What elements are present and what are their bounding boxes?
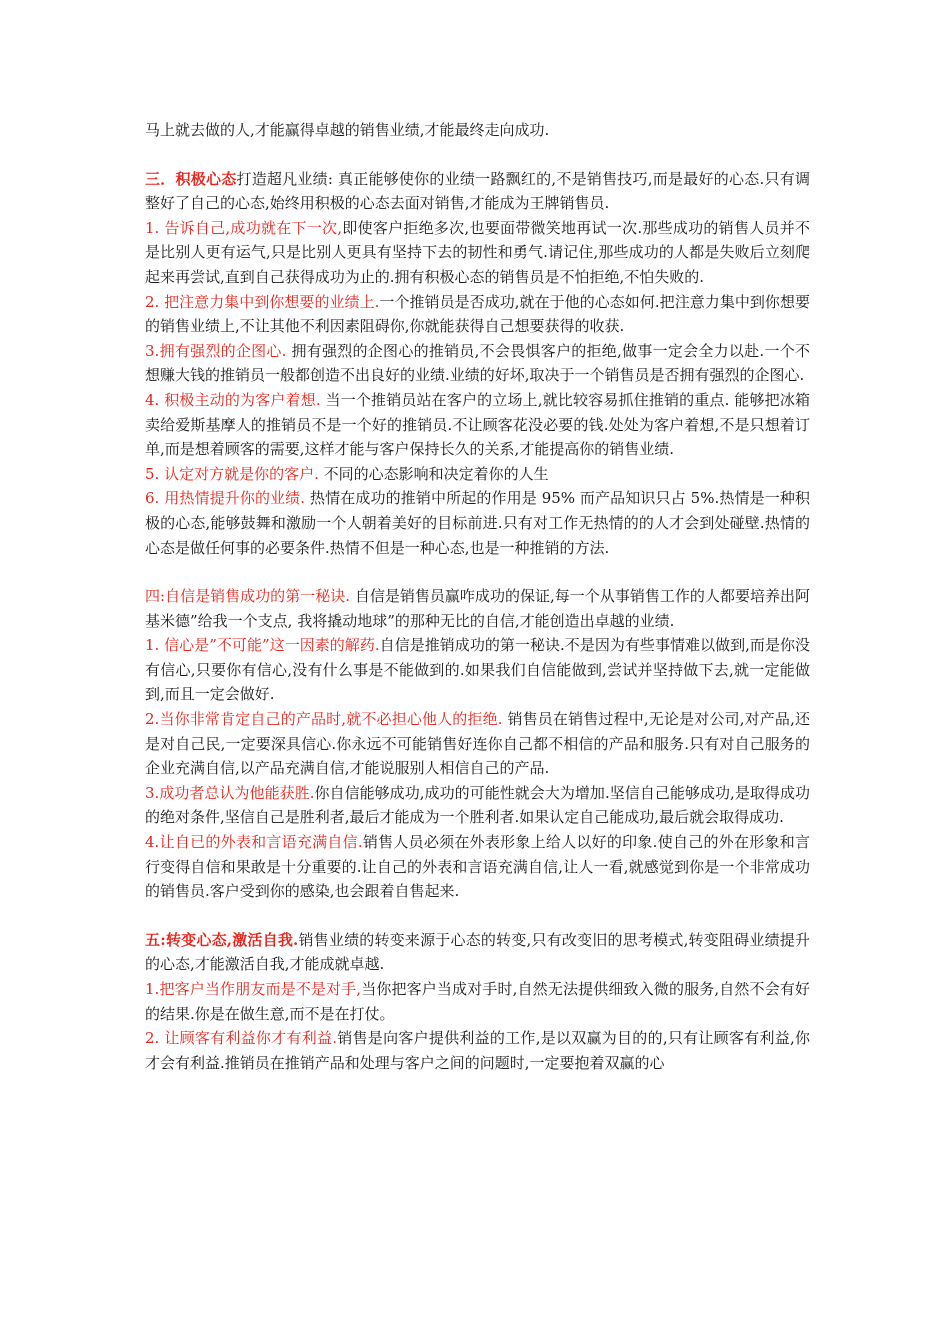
section-4-item xyxy=(145,707,810,781)
item-text: 热情在成功的推销中所起的作用是 95% 而产品知识只占 5%.热情是一种积极的心态,能够鼓舞和激励一个人朝着美好的目标前进.只有对工作无热情的的人才会到处碰壁.热情的心态是做任何事的必要条件.热情不但是一种心态,也是一种推销的方法. xyxy=(145,489,810,557)
section-5-intro xyxy=(145,928,810,977)
document-page xyxy=(145,118,810,1075)
section-4-body: 自信是销售员赢咋成功的保证,每一个从事销售工作的人都要培养出阿基米德”给我一个支点, 我将撬动地球”的那种无比的自信,才能创造出卓越的业绩. xyxy=(145,587,811,630)
item-text: 即使客户拒绝多次,也要面带微笑地再试一次.那些成功的销售人员并不是比别人更有运气,只是比别人更具有坚持下去的韧性和勇气.请记住,那些成功的人都是失败后立刻爬起来再尝试,直到自己获得成功为止的.拥有积极心态的销售员是不怕拒绝,不怕失败的. xyxy=(145,218,810,286)
section-4-item xyxy=(145,633,810,707)
item-label: 4. 积极主动的为客户着想. xyxy=(145,390,321,409)
item-text: 一个推销员是否成功,就在于他的心态如何.把注意力集中到你想要的销售业绩上,不让其他不利因素阻碍你,你就能获得自己想要获得的收获. xyxy=(145,292,810,336)
item-label: 3.成功者总认为他能获胜. xyxy=(145,783,315,802)
section-5-item xyxy=(145,1026,810,1075)
item-text: 销售人员必须在外表形象上给人以好的印象.使自己的外在形象和言行变得自信和果敢是十分重要的.让自己的外表和言语充满自信,让人一看,就感觉到你是一个非常成功的销售员.客户受到你的感染,也会跟着自售起来. xyxy=(145,833,810,901)
item-label: 6. 用热情提升你的业绩. xyxy=(145,489,306,508)
item-label: 5. 认定对方就是你的客户. xyxy=(145,464,319,483)
item-label: 1. 告诉自己,成功就在下一次, xyxy=(145,218,343,237)
section-4-heading: 四:自信是销售成功的第一秘诀. xyxy=(145,587,351,606)
section-3-heading: 三．积极心态 xyxy=(145,169,237,188)
section-4-item xyxy=(145,781,810,830)
item-text: 销售员在销售过程中,无论是对公司,对产品,还是对自己民,一定要深具信心.你永远不可能销售好连你自己都不相信的产品和服务.只有对自己服务的企业充满自信,以产品充满自信,才能说服别人相信自己的产品. xyxy=(145,710,810,778)
item-text: 自信是推销成功的第一秘诀.不是因为有些事情难以做到,而是你没有信心,只要你有信心,没有什么事是不能做到的.如果我们自信能做到,尝试并坚持做下去,就一定能做到,而且一定会做好. xyxy=(145,636,811,704)
section-3-item xyxy=(145,216,810,290)
item-text: 当一个推销员站在客户的立场上,就比较容易抓住推销的重点. 能够把冰箱卖给爱斯基摩人的推销员不是一个好的推销员.不让顾客花没必要的钱.处处为客户着想,不是只想着订单,而是想着顾客的需要,这样才能与客户保持长久的关系,才能提高你的销售业绩. xyxy=(145,390,810,459)
item-label: 4.让自已的外表和言语充满自信. xyxy=(145,833,363,852)
item-label: 1. 信心是”不可能”这一因素的解药. xyxy=(145,636,380,655)
item-text: 当你把客户当成对手时,自然无法提供细致入微的服务,自然不会有好的结果.你是在做生意,而不是在打仗。 xyxy=(145,980,810,1023)
section-5-heading: 五:转变心态,激活自我. xyxy=(145,930,299,949)
section-5-body: 销售业绩的转变来源于心态的转变,只有改变旧的思考模式,转变阻碍业绩提升的心态,才能激活自我,才能成就卓越. xyxy=(145,930,810,974)
section-3-item xyxy=(145,462,810,487)
section-4-item xyxy=(145,830,810,904)
item-text: 你自信能够成功,成功的可能性就会大为增加.坚信自己能够成功,是取得成功的绝对条件,坚信自己是胜利者,最后才能成为一个胜利者.如果认定自己能成功,最后就会取得成功. xyxy=(145,783,810,827)
section-5-item xyxy=(145,977,810,1026)
item-label: 2. 把注意力集中到你想要的业绩上. xyxy=(145,292,380,311)
section-3-item xyxy=(145,388,810,462)
item-text: 不同的心态影响和决定着你的人生 xyxy=(318,464,549,483)
section-3-item xyxy=(145,290,810,339)
item-label: 1.把客户当作朋友而是不是对手, xyxy=(145,980,362,998)
section-3-intro xyxy=(145,167,810,216)
section-4-intro xyxy=(145,584,810,633)
item-label: 2.当你非常肯定自己的产品时,就不必担心他人的拒绝. xyxy=(145,710,503,729)
section-3-item xyxy=(145,339,810,388)
item-label: 3.拥有强烈的企图心. xyxy=(145,341,287,360)
intro-paragraph: 马上就去做的人,才能赢得卓越的销售业绩,才能最终走向成功. xyxy=(145,121,550,139)
item-label: 2. 让顾客有利益你才有利益. xyxy=(145,1029,338,1048)
section-3-item xyxy=(145,486,810,560)
item-text: 拥有强烈的企图心的推销员,不会畏惧客户的拒绝,做事一定会全力以赴.一个不想赚大钱的推销员一般都创造不出良好的业绩.业绩的好坏,取决于一个销售员是否拥有强烈的企图心. xyxy=(145,341,810,385)
section-3-body: 打造超凡业绩: 真正能够使你的业绩一路飘红的,不是销售技巧,而是最好的心态.只有调整好了自己的心态,始终用积极的心态去面对销售,才能成为王牌销售员. xyxy=(145,169,810,213)
item-text: 销售是向客户提供利益的工作,是以双赢为目的的,只有让顾客有利益,你才会有利益.推销员在推销产品和处理与客户之间的问题时,一定要抱着双赢的心 xyxy=(145,1029,810,1072)
